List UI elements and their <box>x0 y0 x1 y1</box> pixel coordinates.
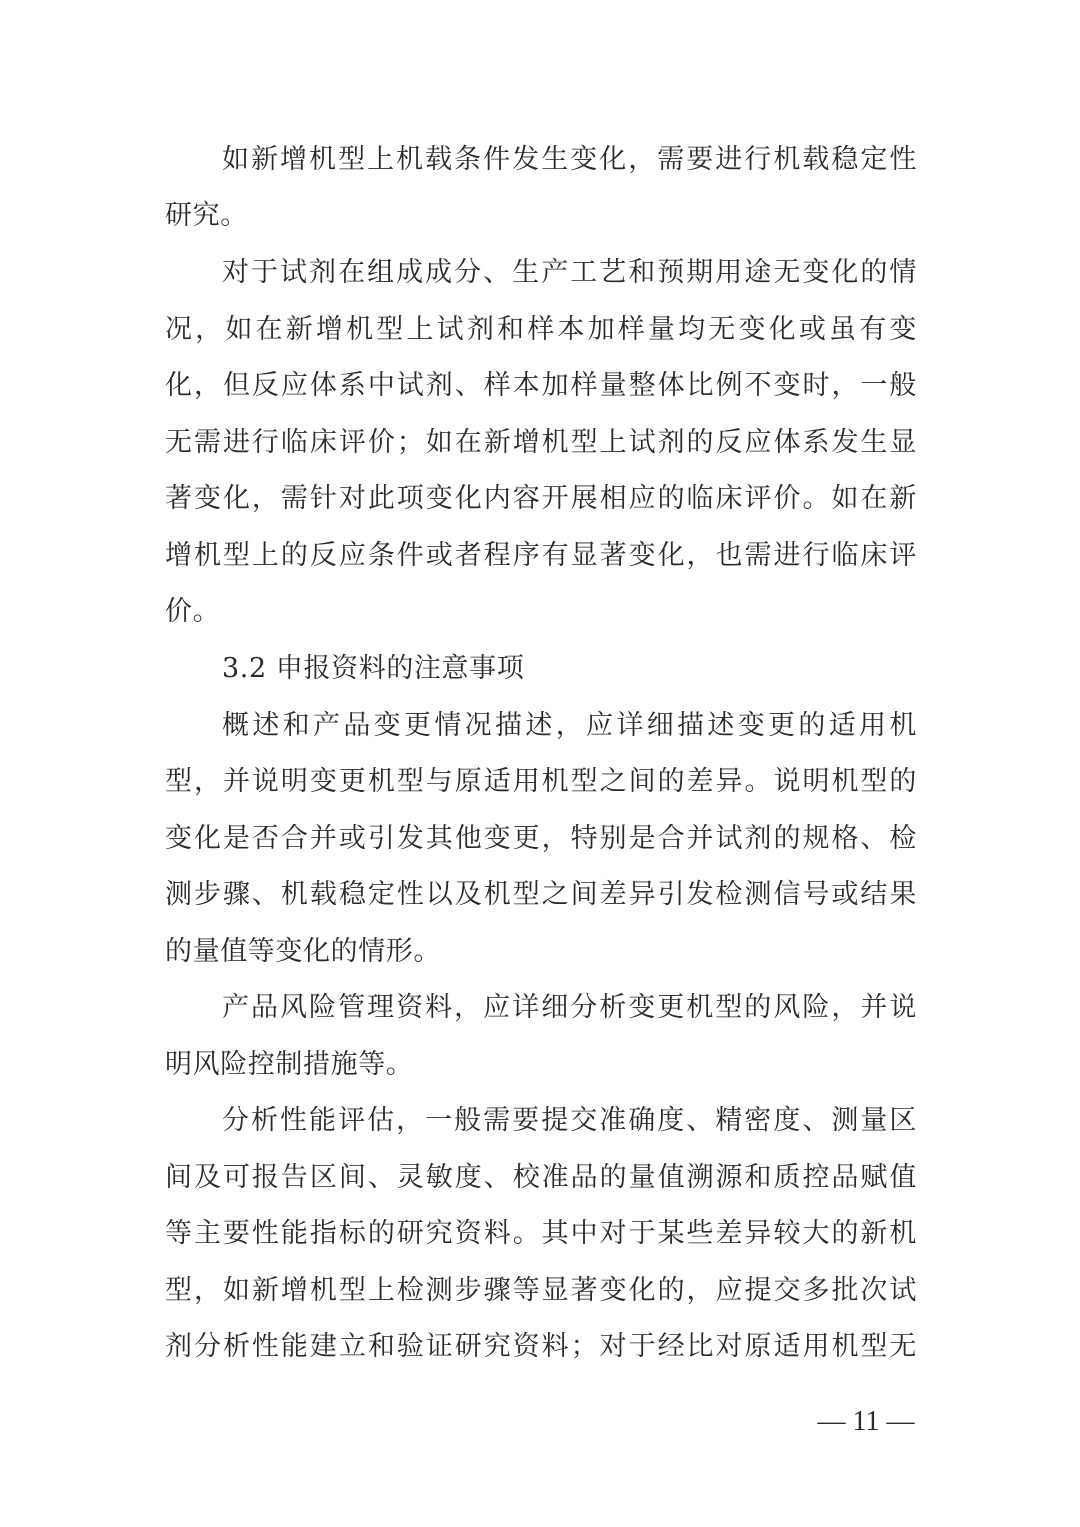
body-text-line: 著变化，需针对此项变化内容开展相应的临床评价。如在新 <box>165 483 917 514</box>
body-text-line: 研究。 <box>165 200 248 231</box>
body-text-line: 分析性能评估，一般需要提交准确度、精密度、测量区 <box>222 1105 917 1136</box>
body-text-line: 况，如在新增机型上试剂和样本加样量均无变化或虽有变 <box>165 314 917 345</box>
body-text-line: 等主要性能指标的研究资料。其中对于某些差异较大的新机 <box>165 1218 917 1249</box>
body-text-line: 的量值等变化的情形。 <box>165 936 441 967</box>
body-text-line: 概述和产品变更情况描述，应详细描述变更的适用机 <box>222 710 917 741</box>
body-text-line: 产品风险管理资料，应详细分析变更机型的风险，并说 <box>222 992 917 1023</box>
body-text-line: 变化是否合并或引发其他变更，特别是合并试剂的规格、检 <box>165 823 917 854</box>
body-text-line: 测步骤、机载稳定性以及机型之间差异引发检测信号或结果 <box>165 879 917 910</box>
body-text-line: 无需进行临床评价；如在新增机型上试剂的反应体系发生显 <box>165 427 917 458</box>
body-text-line: 对于试剂在组成成分、生产工艺和预期用途无变化的情 <box>222 257 917 288</box>
body-text-line: 间及可报告区间、灵敏度、校准品的量值溯源和质控品赋值 <box>165 1162 917 1193</box>
body-text-line: 如新增机型上机载条件发生变化，需要进行机载稳定性 <box>222 144 917 175</box>
body-text-line: 价。 <box>165 596 221 627</box>
body-text-line: 明风险控制措施等。 <box>165 1049 414 1080</box>
body-text-line: 化，但反应体系中试剂、样本加样量整体比例不变时，一般 <box>165 370 917 401</box>
body-text-line: 型，如新增机型上检测步骤等显著变化的，应提交多批次试 <box>165 1275 917 1306</box>
section-heading: 3.2 申报资料的注意事项 <box>222 653 525 684</box>
body-text-line: 增机型上的反应条件或者程序有显著变化，也需进行临床评 <box>165 540 917 571</box>
body-text-line: 剂分析性能建立和验证研究资料；对于经比对原适用机型无 <box>165 1331 917 1362</box>
body-text-line: 型，并说明变更机型与原适用机型之间的差异。说明机型的 <box>165 766 917 797</box>
page-number: — 11 — <box>817 1406 915 1437</box>
